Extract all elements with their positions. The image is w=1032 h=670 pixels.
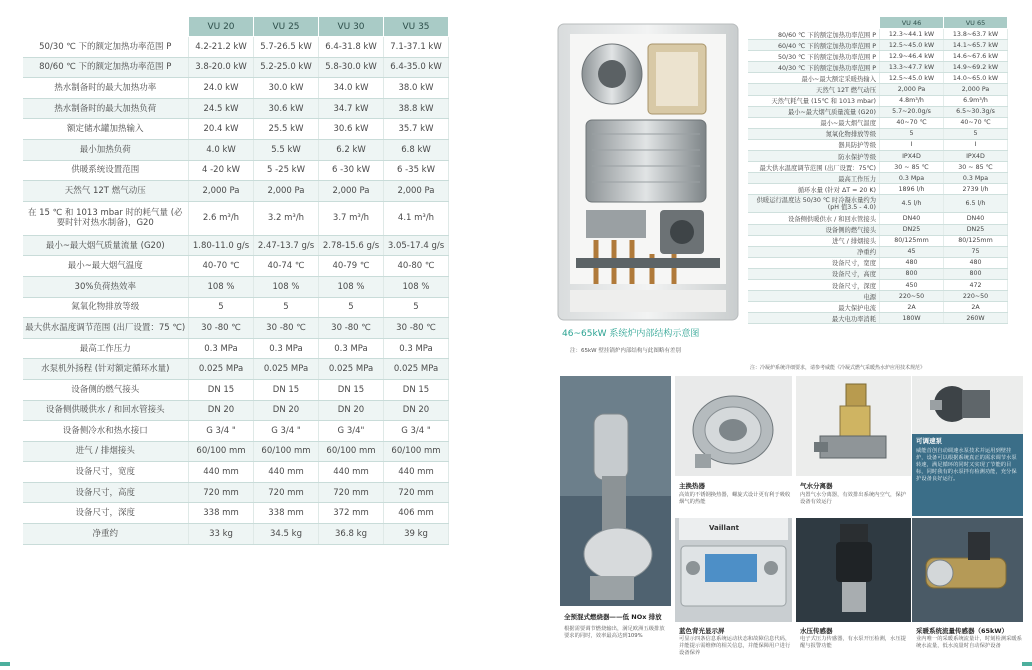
separator-image (796, 376, 911, 476)
left-table-cell: 338 mm (189, 503, 254, 524)
left-table-cell: 2.78-15.6 g/s (319, 235, 384, 256)
left-table-cell: 5.2-25.0 kW (254, 57, 319, 78)
left-table-cell: 5 (189, 297, 254, 318)
separator-tile (796, 376, 911, 516)
heat-exchanger-tile (675, 376, 792, 516)
right-table-cell: I (880, 139, 944, 150)
left-table-cell: 720 mm (254, 482, 319, 503)
left-table-cell: 440 mm (319, 462, 384, 483)
burner-desc: 根据需要调节燃烧输出，满足欧洲五级排放要求的同时，效率最高达到109% (564, 626, 665, 639)
left-col-header: VU 35 (384, 17, 449, 37)
right-table-row (748, 51, 1008, 62)
burner-tile (560, 376, 671, 666)
right-table-cell: 0.3 Mpa (880, 173, 944, 184)
left-table-row-label: 最小~最大烟气质量流量 (G20) (23, 235, 189, 256)
right-table-cell: 80/125mm (880, 235, 944, 246)
left-table-row (23, 338, 449, 359)
right-table-cell: 5 (944, 128, 1008, 139)
right-table-cell: 30 ~ 85 ℃ (880, 162, 944, 173)
left-table-row-label: 30%负荷热效率 (23, 276, 189, 297)
left-table-cell: 40-74 ℃ (254, 256, 319, 277)
right-table-row (748, 184, 1008, 195)
left-table-cell: 30.6 kW (254, 98, 319, 119)
flow-sensor-title: 采暖系统流量传感器（65kW） (916, 627, 1009, 635)
left-table-row (23, 276, 449, 297)
right-table-cell: DN25 (944, 224, 1008, 235)
right-table-row (748, 84, 1008, 95)
right-table-row-label: 器具防护等级 (748, 139, 880, 150)
left-table-cell: G 3/4 " (254, 421, 319, 442)
right-table-row (748, 139, 1008, 150)
vaillant-logo: Vaillant (709, 524, 740, 532)
right-table-cell: 260W (944, 313, 1008, 324)
right-col-header: VU 65 (944, 17, 1008, 29)
left-table-cell: 108 % (384, 276, 449, 297)
right-table-cell: 6.9m³/h (944, 95, 1008, 106)
left-table-cell: 4.2-21.2 kW (189, 37, 254, 58)
flow-sensor-desc: 业内唯一的采暖系统流量计，时刻检测采暖系统水流量，低水流量时自动保护设备 (916, 636, 1022, 649)
right-table-cell: 2A (880, 302, 944, 313)
left-table-cell: G 3/4 " (384, 421, 449, 442)
left-table-cell: 3.05-17.4 g/s (384, 235, 449, 256)
left-table-row-label: 50/30 ℃ 下的额定加热功率范围 P (23, 37, 189, 58)
left-table-cell: 0.3 MPa (189, 338, 254, 359)
left-table-cell: 34.5 kg (254, 524, 319, 545)
right-table-row-label: 设备尺寸，深度 (748, 279, 880, 290)
right-table-cell: IPX4D (944, 151, 1008, 162)
right-table-row (748, 195, 1008, 213)
right-table-cell: 2A (944, 302, 1008, 313)
right-table-row-label: 最高工作压力 (748, 173, 880, 184)
left-table-cell: 108 % (319, 276, 384, 297)
left-table-row (23, 318, 449, 339)
left-table-cell: 34.0 kW (319, 78, 384, 99)
right-table-row-label: 天然气耗气量 (15℃ 和 1013 mbar) (748, 95, 880, 106)
left-table-cell: 60/100 mm (319, 441, 384, 462)
left-table-cell: 3.2 m³/h (254, 201, 319, 235)
left-table-cell: 38.0 kW (384, 78, 449, 99)
right-table-cell: 40~70 ℃ (944, 117, 1008, 128)
left-table-cell: 5 (384, 297, 449, 318)
left-table-cell: 372 mm (319, 503, 384, 524)
left-table-cell: 0.025 MPa (384, 359, 449, 380)
left-col-header: VU 30 (319, 17, 384, 37)
left-table-cell: 20.4 kW (189, 119, 254, 140)
display-title: 蓝色背光显示屏 (679, 627, 725, 635)
right-table-cell: 480 (880, 257, 944, 268)
left-table-row (23, 235, 449, 256)
left-table-cell: DN 20 (254, 400, 319, 421)
left-table-cell: 2,000 Pa (189, 181, 254, 202)
right-table-row (748, 117, 1008, 128)
left-table-cell: 40-80 ℃ (384, 256, 449, 277)
left-table-cell: 25.5 kW (254, 119, 319, 140)
right-table-row-label: 最小~最大烟气质量流量 (G20) (748, 106, 880, 117)
left-table-cell: 38.8 kW (384, 98, 449, 119)
right-table-cell: 13.3~47.7 kW (880, 62, 944, 73)
right-table-header (748, 17, 1008, 29)
right-table-cell: 12.5~45.0 kW (880, 73, 944, 84)
display-tile (675, 518, 792, 668)
left-table-row-label: 进气 / 排烟接头 (23, 441, 189, 462)
left-table-cell: 60/100 mm (384, 441, 449, 462)
right-table-cell: 12.9~46.4 kW (880, 51, 944, 62)
pump-tile (912, 376, 1023, 516)
left-table-row (23, 57, 449, 78)
right-table-cell: 5.7~20.0g/s (880, 106, 944, 117)
right-table-cell: 4.8m³/h (880, 95, 944, 106)
left-table-cell: 0.3 MPa (384, 338, 449, 359)
right-table-row-label: 60/40 ℃ 下的额定加热功率范围 P (748, 40, 880, 51)
left-table-cell: 24.5 kW (189, 98, 254, 119)
left-table-row-label: 额定储水罐加热输入 (23, 119, 189, 140)
left-table-cell: 2.6 m³/h (189, 201, 254, 235)
separator-title: 气水分离器 (800, 482, 833, 490)
right-table-cell: 6.5 l/h (944, 195, 1008, 213)
left-table-row-label: 设备尺寸，宽度 (23, 462, 189, 483)
display-image (675, 518, 792, 622)
left-table-cell: 406 mm (384, 503, 449, 524)
right-table-row (748, 29, 1008, 40)
left-col-header: VU 25 (254, 17, 319, 37)
left-table-cell: 39 kg (384, 524, 449, 545)
left-table-row (23, 441, 449, 462)
left-table-cell: 2,000 Pa (319, 181, 384, 202)
left-table-cell: 0.025 MPa (254, 359, 319, 380)
left-table-row (23, 78, 449, 99)
left-table-row (23, 462, 449, 483)
right-table-row-label: 最大电功率消耗 (748, 313, 880, 324)
left-table-row-label: 80/60 ℃ 下的额定加热功率范围 P (23, 57, 189, 78)
left-table-cell: 4.0 kW (189, 139, 254, 160)
boiler-interior-photo (556, 22, 740, 322)
left-table-row (23, 297, 449, 318)
left-table-cell: 0.025 MPa (319, 359, 384, 380)
left-table-cell: G 3/4" (319, 421, 384, 442)
left-table-cell: 1.80-11.0 g/s (189, 235, 254, 256)
right-table-cell: 12.5~45.0 kW (880, 40, 944, 51)
left-table-cell: 720 mm (319, 482, 384, 503)
left-table-row (23, 160, 449, 181)
right-table-cell: 40~70 ℃ (880, 117, 944, 128)
left-table-cell: 40-79 ℃ (319, 256, 384, 277)
left-table-cell: 36.8 kg (319, 524, 384, 545)
left-table-cell: 6.2 kW (319, 139, 384, 160)
left-table-row-label: 净重约 (23, 524, 189, 545)
left-table-cell: DN 15 (254, 379, 319, 400)
burner-title: 全预混式燃烧器——低 NOx 排放 (564, 613, 662, 621)
left-table-cell: 3.8-20.0 kW (189, 57, 254, 78)
right-table-row (748, 151, 1008, 162)
right-table-cell: 2,000 Pa (944, 84, 1008, 95)
right-table-row-label: 40/30 ℃ 下的额定加热功率范围 P (748, 62, 880, 73)
left-table-row-label: 供暖系统设置范围 (23, 160, 189, 181)
left-table-cell: 5.5 kW (254, 139, 319, 160)
left-table-cell: 5 (254, 297, 319, 318)
left-table-cell: 34.7 kW (319, 98, 384, 119)
left-table-cell: 5 (319, 297, 384, 318)
left-table-row (23, 503, 449, 524)
left-table-row-label: 设备侧的燃气接头 (23, 379, 189, 400)
left-table-row (23, 524, 449, 545)
right-table-row (748, 235, 1008, 246)
right-table-row (748, 40, 1008, 51)
left-table-cell: 6.8 kW (384, 139, 449, 160)
heat-exchanger-title: 主换热器 (679, 482, 705, 490)
right-table-cell: 45 (880, 246, 944, 257)
right-table-cell: 220~50 (880, 291, 944, 302)
left-table-cell: 5.8-30.0 kW (319, 57, 384, 78)
right-table-row (748, 291, 1008, 302)
left-table-cell: 5.7-26.5 kW (254, 37, 319, 58)
right-table-row-label: 电源 (748, 291, 880, 302)
left-table-row (23, 400, 449, 421)
right-table-row (748, 73, 1008, 84)
left-table-cell: 24.0 kW (189, 78, 254, 99)
right-table-cell: 472 (944, 279, 1008, 290)
left-table-cell: 35.7 kW (384, 119, 449, 140)
left-table-row (23, 181, 449, 202)
right-table-cell: 2739 l/h (944, 184, 1008, 195)
right-table-row (748, 162, 1008, 173)
right-table-cell: 13.8~63.7 kW (944, 29, 1008, 40)
left-table-cell: 30 -80 ℃ (384, 318, 449, 339)
right-table-cell: I (944, 139, 1008, 150)
left-table-row-label: 水泵机外扬程 (针对额定循环水量) (23, 359, 189, 380)
photo-caption: 46~65kW 系统炉内部结构示意图 (562, 329, 700, 339)
left-table-cell: 2.47-13.7 g/s (254, 235, 319, 256)
left-table-row (23, 421, 449, 442)
right-table-row-label: 天然气 12T 燃气动压 (748, 84, 880, 95)
left-table-cell: 0.3 MPa (319, 338, 384, 359)
left-table-row-label: 热水制备时的最大加热负荷 (23, 98, 189, 119)
right-spec-table (747, 16, 1008, 324)
flow-sensor-image (912, 518, 1023, 622)
left-table-row-label: 最小~最大烟气温度 (23, 256, 189, 277)
right-table-cell: 6.5~30.3g/s (944, 106, 1008, 117)
left-table-cell: 720 mm (384, 482, 449, 503)
left-table-cell: 0.025 MPa (189, 359, 254, 380)
burner-image (560, 376, 671, 606)
left-table-cell: 5 -25 kW (254, 160, 319, 181)
left-table-cell: 2,000 Pa (254, 181, 319, 202)
left-table-cell: 30 -80 ℃ (319, 318, 384, 339)
left-table-row (23, 119, 449, 140)
left-table-row-label: 设备尺寸，高度 (23, 482, 189, 503)
left-table-cell: 6 -30 kW (319, 160, 384, 181)
right-table-row (748, 302, 1008, 313)
page-edge-mark (0, 662, 10, 666)
pressure-sensor-tile (796, 518, 911, 668)
right-table-row (748, 313, 1008, 324)
left-table-cell: 4.1 m³/h (384, 201, 449, 235)
right-table-cell: 14.9~69.2 kW (944, 62, 1008, 73)
left-table-row-label: 设备侧供暖供水 / 和回水管接头 (23, 400, 189, 421)
left-table-cell: 4 -20 kW (189, 160, 254, 181)
left-table-row (23, 98, 449, 119)
right-table-cell: IPX4D (880, 151, 944, 162)
left-table-row-label: 设备尺寸，深度 (23, 503, 189, 524)
left-table-cell: DN 15 (319, 379, 384, 400)
right-table-row (748, 95, 1008, 106)
left-table-cell: DN 20 (319, 400, 384, 421)
right-table-cell: DN25 (880, 224, 944, 235)
left-table-cell: 440 mm (384, 462, 449, 483)
left-table-cell: 0.3 MPa (254, 338, 319, 359)
left-table-cell: 6 -35 kW (384, 160, 449, 181)
right-table-cell: 14.6~67.6 kW (944, 51, 1008, 62)
left-table-row (23, 37, 449, 58)
right-table-cell: 14.1~65.7 kW (944, 40, 1008, 51)
pressure-sensor-image (796, 518, 911, 622)
right-table-cell: DN40 (944, 213, 1008, 224)
left-col-header: VU 20 (189, 17, 254, 37)
right-table-row-label: 最小~最大烟气温度 (748, 117, 880, 128)
left-table-cell: 720 mm (189, 482, 254, 503)
left-spec-table (22, 16, 449, 545)
left-table-row-label: 设备侧冷水和热水接口 (23, 421, 189, 442)
right-table-row-label: 供暖运行温度达 50/30 ℃ 时冷凝水量约为 (pH 值3.5 - 4.0) (748, 195, 880, 213)
left-table-cell: 2,000 Pa (384, 181, 449, 202)
left-table-row (23, 482, 449, 503)
left-table-cell: DN 20 (189, 400, 254, 421)
right-table-cell: 480 (944, 257, 1008, 268)
right-table-cell: DN40 (880, 213, 944, 224)
right-table-cell: 75 (944, 246, 1008, 257)
photo-note: 注：65kW 壁挂锅炉内部结构与此图略有差别 (570, 348, 681, 354)
left-table-cell: 108 % (189, 276, 254, 297)
right-table-row-label: 净重约 (748, 246, 880, 257)
pressure-sensor-title: 水压传感器 (800, 627, 833, 635)
page-edge-mark (1022, 662, 1032, 666)
left-table-cell: 60/100 mm (189, 441, 254, 462)
left-table-cell: 33 kg (189, 524, 254, 545)
right-table-corner (748, 17, 880, 29)
right-table-row (748, 279, 1008, 290)
heat-exchanger-image (675, 376, 792, 476)
right-table-row (748, 246, 1008, 257)
right-table-footnote: 注：冷凝炉系统详细要求，请参考威能《冷凝式燃气采暖热水炉应用技术规范》 (750, 365, 926, 371)
left-table-row-label: 在 15 ℃ 和 1013 mbar 时的耗气量 (必要时针对热水制备)，G20 (23, 201, 189, 235)
pressure-sensor-desc: 电子式压力传感器，有水泵开压检测，水压提醒与报警功能 (800, 636, 906, 649)
left-table-row-label: 氮氧化物排放等级 (23, 297, 189, 318)
right-table-row-label: 80/60 ℃ 下的额定加热功率范围 P (748, 29, 880, 40)
right-table-cell: 80/125mm (944, 235, 1008, 246)
left-table-row-label: 最高工作压力 (23, 338, 189, 359)
pump-image (912, 376, 1023, 434)
right-table-row-label: 进气 / 排烟接头 (748, 235, 880, 246)
right-table-row-label: 50/30 ℃ 下的额定加热功率范围 P (748, 51, 880, 62)
left-table-row (23, 379, 449, 400)
right-table-cell: 12.3~44.1 kW (880, 29, 944, 40)
left-table-cell: 30 -80 ℃ (189, 318, 254, 339)
left-table-cell: DN 15 (384, 379, 449, 400)
right-table-row-label: 设备尺寸，高度 (748, 268, 880, 279)
right-table-row-label: 循环水量 (针对 ΔT = 20 K) (748, 184, 880, 195)
right-table-row (748, 224, 1008, 235)
right-table-row-label: 设备侧供暖供水 / 和回水管接头 (748, 213, 880, 224)
left-table-cell: 30.6 kW (319, 119, 384, 140)
left-table-cell: G 3/4 " (189, 421, 254, 442)
left-table-cell: 440 mm (254, 462, 319, 483)
right-table-cell: 450 (880, 279, 944, 290)
right-table-cell: 180W (880, 313, 944, 324)
separator-desc: 内置气水分离器，有效排出系统内空气，保护设备有效运行 (800, 492, 906, 505)
display-desc: 可显示四条信息系统运动状态和故障信息代码，并能提示需维修的相关信息，并能保障用户进行设备保养 (679, 636, 791, 656)
right-table-row-label: 防水保护等级 (748, 151, 880, 162)
left-table-cell: 60/100 mm (254, 441, 319, 462)
right-table-row-label: 最大供水温度调节范围 (出厂设置：75℃) (748, 162, 880, 173)
right-table-cell: 5 (880, 128, 944, 139)
right-table-cell: 800 (944, 268, 1008, 279)
right-table-row-label: 设备尺寸，宽度 (748, 257, 880, 268)
left-table-cell: DN 15 (189, 379, 254, 400)
heat-exchanger-desc: 高效的不锈钢换热器，螺旋式设计更有利于吸收烟气的热能 (679, 492, 791, 505)
right-table-cell: 800 (880, 268, 944, 279)
right-table-cell: 14.0~65.0 kW (944, 73, 1008, 84)
right-table-row-label: 最大保护电流 (748, 302, 880, 313)
left-table-cell: 338 mm (254, 503, 319, 524)
left-table-cell: 108 % (254, 276, 319, 297)
left-table-cell: 7.1-37.1 kW (384, 37, 449, 58)
left-table-cell: 6.4-35.0 kW (384, 57, 449, 78)
left-table-cell: 30 -80 ℃ (254, 318, 319, 339)
right-table-row (748, 173, 1008, 184)
pump-title: 可调速泵 (916, 437, 942, 445)
left-table-cell: 3.7 m³/h (319, 201, 384, 235)
flow-sensor-tile (912, 518, 1023, 668)
right-table-cell: 0.3 Mpa (944, 173, 1008, 184)
right-table-row-label: 最小~最大额定采暖热输入 (748, 73, 880, 84)
left-table-corner (23, 17, 189, 37)
left-table-row (23, 139, 449, 160)
left-table-cell: 40-70 ℃ (189, 256, 254, 277)
left-table-row (23, 256, 449, 277)
right-col-header: VU 46 (880, 17, 944, 29)
right-table-row (748, 257, 1008, 268)
left-table-row-label: 最大供水温度调节范围 (出厂设置：75 ℃) (23, 318, 189, 339)
left-table-cell: 6.4-31.8 kW (319, 37, 384, 58)
left-table-row (23, 359, 449, 380)
right-table-cell: 220~50 (944, 291, 1008, 302)
right-table-row-label: 氮氧化物排放等级 (748, 128, 880, 139)
right-table-row-label: 设备侧的燃气接头 (748, 224, 880, 235)
right-table-row (748, 62, 1008, 73)
right-table-cell: 1896 l/h (880, 184, 944, 195)
right-table-cell: 2,000 Pa (880, 84, 944, 95)
left-table-row (23, 201, 449, 235)
left-table-row-label: 天然气 12T 燃气动压 (23, 181, 189, 202)
left-table-header (23, 17, 449, 37)
right-table-row (748, 106, 1008, 117)
pump-desc: 威能首创自动调速水泵技术并运用到壁挂炉，设备可以根据系统真正的需求调节水泵转速，满足循环的同时又实现了节能的目标，同时我有的水泵拌有检测功能，充分保护设备良好运行。 (916, 448, 1017, 482)
right-table-row (748, 268, 1008, 279)
left-table-row-label: 热水制备时的最大加热功率 (23, 78, 189, 99)
right-table-row (748, 128, 1008, 139)
right-table-row (748, 213, 1008, 224)
right-table-cell: 30 ~ 85 ℃ (944, 162, 1008, 173)
left-table-row-label: 最小加热负荷 (23, 139, 189, 160)
left-table-cell: 30.0 kW (254, 78, 319, 99)
right-table-cell: 4.5 l/h (880, 195, 944, 213)
left-table-cell: DN 20 (384, 400, 449, 421)
left-table-cell: 440 mm (189, 462, 254, 483)
